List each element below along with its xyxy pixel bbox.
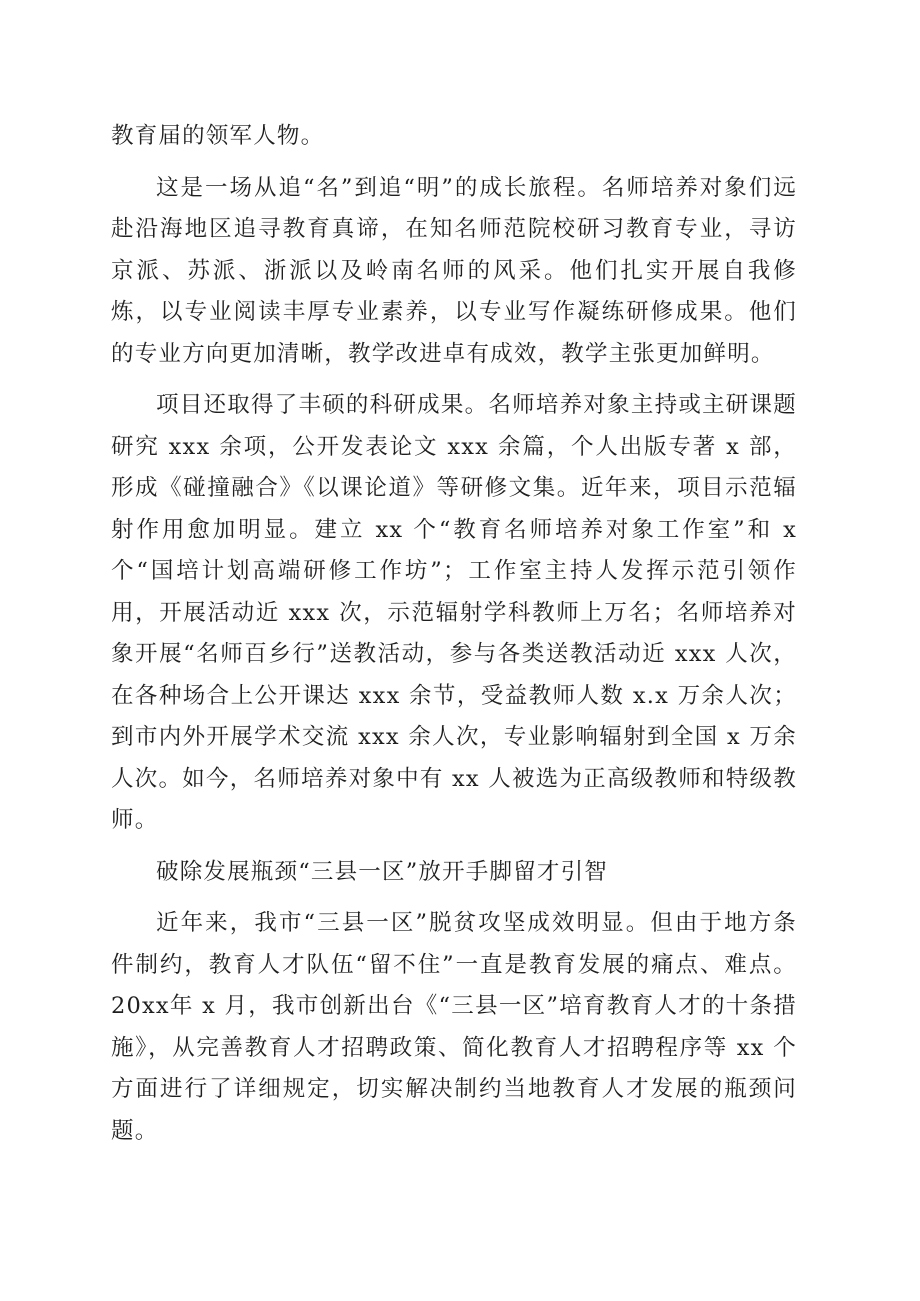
document-body — [111, 116, 797, 1152]
paragraph-policy: 近年来，我市“三县一区”脱贫攻坚成效明显。但由于地方条件制约，教育人才队伍“留不住”一直是教育发展的痛点、难点。20xx年 x 月，我市创新出台《“三县一区”培育教育人才的十条措施》，从完善教育人才招聘政策、简化教育人才招聘程序等 xx 个方面进行了详细规定，切实解决制约当地教育人才发展的瓶颈问题。 — [111, 910, 797, 1144]
section-heading: 破除发展瓶颈“三县一区”放开手脚留才引智 — [156, 858, 609, 885]
paragraph-research-results: 项目还取得了丰硕的科研成果。名师培养对象主持或主研课题研究 xxx 余项，公开发表论文 xxx 余篇，个人出版专著 x 部，形成《碰撞融合》《以课论道》等研修文集。近年来，项目示范辐射作用愈加明显。建立 xx 个“教育名师培养对象工作室”和 x 个“国培计划高端研修工作坊”；工作室主持人发挥示范引领作用，开展活动近 xxx 次，示范辐射学科教师上万名；名师培养对象开展“名师百乡行”送教活动，参与各类送教活动近 xxx 人次，在各种场合上公开课达 xxx 余节，受益教师人数 x.x 万余人次；到市内外开展学术交流 xxx 余人次，专业影响辐射到全国 x 万余人次。如今，名师培养对象中有 xx 人被选为正高级教师和特级教师。 — [111, 392, 797, 833]
paragraph-continuation: 教育届的领军人物。 — [111, 123, 325, 149]
paragraph-growth-journey: 这是一场从追“名”到追“明”的成长旅程。名师培养对象们远赴沿海地区追寻教育真谛，在知名师范院校研习教育专业，寻访京派、苏派、浙派以及岭南名师的风采。他们扎实开展自我修炼，以专业阅读丰厚专业素养，以专业写作凝练研修成果。他们的专业方向更加清晰，教学改进卓有成效，教学主张更加鲜明。 — [111, 174, 797, 367]
